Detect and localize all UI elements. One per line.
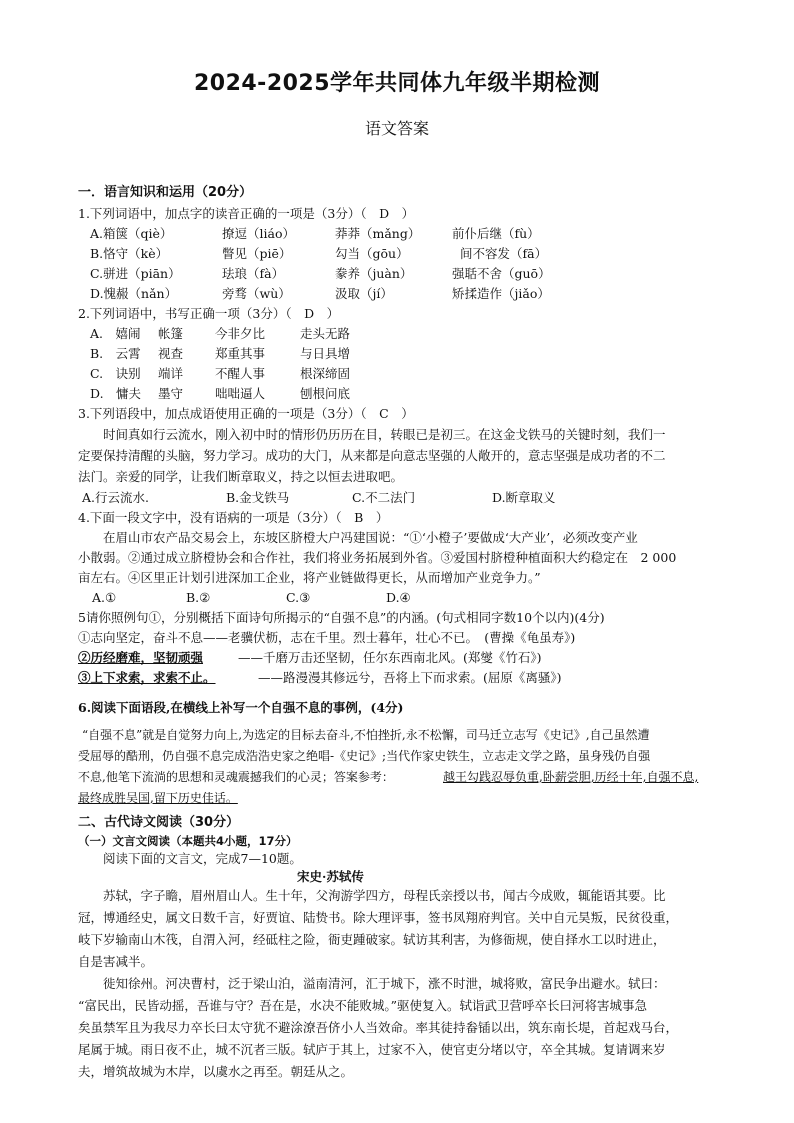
q2-row-b-col3: 郑重其事 — [215, 346, 266, 361]
q2-stem: 2.下列词语中，书写正确一项（3分）（ D ） — [78, 306, 340, 321]
q5-example-line: ①志向坚定，奋斗不息——老骥伏枥，志在千里。烈士暮年，壮心不已。 (曹操《龟虽寿》) — [78, 630, 576, 645]
q2-row-a-col3: 今非夕比 — [215, 326, 266, 341]
q4-passage-line-3: 亩左右。④区里正计划引进深加工企业，将产业链做得更长，从而增加产业竞争力。” — [78, 570, 541, 585]
q2-row-d-col3: 咄咄逼人 — [215, 386, 266, 401]
reading-instruction: 阅读下面的文言文，完成7—10题。 — [78, 851, 302, 866]
q1-row-b-col3: 勾当（gōu） — [335, 246, 409, 261]
q1-row-a-col3: 莽莽（mǎng） — [335, 226, 421, 241]
classical-para-2-line-1: 徙知徐州。河决曹村，泛于梁山泊，溢南清河，汇于城下，涨不时泄，城将败，富民争出避水。轼曰： — [78, 976, 666, 991]
q2-row-b-col4: 与日具增 — [300, 346, 351, 361]
q2-row-c-col4: 根深缔固 — [300, 366, 351, 381]
q1-row-b-col4: 间不容发（fā） — [460, 246, 548, 261]
classical-para-2-line-4: 尾属于城。雨日夜不止，城不沉者三版。轼庐于其上，过家不入，使官吏分堵以守，卒全其城。复请调来岁 — [78, 1042, 666, 1057]
q2-row-b-col2: 视查 — [158, 346, 184, 361]
q4-option-b: B.② — [186, 590, 211, 605]
q3-option-c: C.不二法门 — [352, 490, 416, 505]
q4-stem: 4.下面一段文字中，没有语病的一项是（3分）（ B ） — [78, 510, 389, 525]
section-1-heading: 一．语言知识和运用（20分） — [78, 185, 253, 200]
q1-row-a-col4: 前仆后继（fù） — [452, 226, 540, 241]
q5-answer-2: ②历经磨难，坚韧顽强 — [78, 650, 204, 665]
q2-row-c-col2: 端详 — [158, 366, 184, 381]
q5-line-3-poem: ——路漫漫其修远兮，吾将上下而求索。(屈原《离骚》) — [258, 670, 562, 685]
section-2-heading: 二、古代诗文阅读（30分） — [78, 815, 240, 830]
q3-passage-line-2: 定要保持清醒的头脑，努力学习。成功的大门，从来都是向意志坚强的人敞开的，意志坚强是成功者的不二 — [78, 448, 666, 463]
classical-para-1-line-1: 苏轼，字子瞻，眉州眉山人。生十年，父洵游学四方，母程氏亲授以书，闻古今成败，辄能语其要。比 — [78, 888, 666, 903]
q3-passage-line-1: 时间真如行云流水，刚入初中时的情形仍历历在目，转眼已是初三。在这金戈铁马的关键时刻，我们一 — [78, 427, 666, 442]
q3-passage-line-3: 法门。亲爱的同学，让我们断章取义，持之以恒去进取吧。 — [78, 469, 404, 484]
q1-row-c-col4: 强聒不舍（guō） — [452, 266, 551, 281]
q1-row-b-col2: 瞥见（piē） — [222, 246, 292, 261]
q1-row-c-col3: 豢养（juàn） — [335, 266, 413, 281]
q3-option-d: D.断章取义 — [492, 490, 556, 505]
q4-option-d: D.④ — [386, 590, 411, 605]
q1-row-b-col1: B.恪守（kè） — [90, 246, 169, 261]
q6-passage-line-1: “自强不息”就是自觉努力向上,为选定的目标去奋斗,不怕挫折,永不松懈，司马迁立志写《史记》,自己虽然遭 — [82, 728, 650, 742]
q6-passage-line-3: 不息,他笔下流淌的思想和灵魂震撼我们的心灵；答案参考： — [78, 770, 394, 784]
classical-para-2-line-2: “富民出，民皆动摇，吾谁与守？吾在是，水决不能败城。”驱使复入。轼诣武卫营呼卒长曰河将害城事急 — [78, 998, 648, 1013]
q2-row-a-col2: 帐篷 — [158, 326, 184, 341]
page-subtitle: 语文答案 — [364, 119, 429, 138]
q4-passage-line-1: 在眉山市农产品交易会上，东坡区脐橙大户冯建国说：“①‘小橙子’要做成‘大产业’，必须改变产业 — [78, 530, 638, 545]
q6-answer-part-2: 最终成胜吴国,留下历史佳话。 — [78, 791, 238, 805]
classical-para-2-line-3: 矣虽禁军且为我尽力卒长曰太守犹不避涂潦吾侪小人当效命。率其徒持畚锸以出，筑东南长堤，首起戏马台， — [78, 1020, 679, 1035]
q2-row-a-col4: 走头无路 — [300, 326, 351, 341]
q1-row-d-col2: 旁骛（wù） — [222, 286, 291, 301]
q2-row-d-col1: D. 慵夫 — [90, 386, 142, 401]
q3-option-b: B.金戈铁马 — [226, 490, 290, 505]
q1-row-a-col1: A.箱箧（qiè） — [90, 226, 173, 241]
q5-answer-3: ③上下求索，求索不止。 — [78, 670, 216, 685]
q1-row-c-col1: C.骈进（piān） — [90, 266, 181, 281]
q1-row-d-col3: 汲取（jí） — [335, 286, 393, 301]
classical-para-1-line-2: 冠，博通经史，属文日数千言，好贾谊、陆贽书。除大理评事，签书凤翔府判官。关中自元昊叛，民贫役重， — [78, 910, 679, 925]
section-2-subheading: （一）文言文阅读（本题共4小题，17分） — [78, 834, 298, 848]
page-title: 2024-2025学年共同体九年级半期检测 — [193, 71, 601, 96]
q2-row-b-col1: B. 云霄 — [90, 346, 141, 361]
classical-para-2-line-5: 夫，增筑故城为木岸，以虞水之再至。朝廷从之。 — [78, 1064, 354, 1079]
q2-row-d-col2: 墨守 — [158, 386, 184, 401]
q4-option-a: A.① — [92, 590, 117, 605]
q6-answer-part-1: 越王勾践忍辱负重,卧薪尝胆,历经十年,自强不息, — [443, 770, 699, 784]
q1-stem: 1.下列词语中，加点字的读音正确的一项是（3分）（ D ） — [78, 206, 415, 221]
q2-row-c-col1: C. 诀别 — [90, 366, 141, 381]
q6-stem: 6.阅读下面语段,在横线上补写一个自强不息的事例，(4分) — [78, 700, 404, 715]
q5-line-2-poem: ——千磨万击还坚韧，任尔东西南北风。(郑燮《竹石》) — [238, 650, 542, 665]
q1-row-d-col4: 矫揉造作（jiǎo） — [452, 286, 550, 301]
q2-row-d-col4: 刨根问底 — [300, 386, 351, 401]
q2-row-c-col3: 不醒人事 — [215, 366, 266, 381]
q3-stem: 3.下列语段中，加点成语使用正确的一项是（3分）（ C ） — [78, 406, 414, 421]
q2-row-a-col1: A. 嬉闹 — [90, 326, 141, 341]
classical-text-title: 宋史·苏轼传 — [297, 869, 364, 884]
classical-para-1-line-3: 岐下岁输南山木筏，自渭入河，经砥柱之险，衙吏踵破家。轼访其利害，为修衙规，使自择水工以时进止， — [78, 932, 666, 947]
q1-row-a-col2: 撩逗（liáo） — [222, 226, 295, 241]
q1-row-d-col1: D.愧赧（nǎn） — [90, 286, 178, 301]
q5-stem: 5请你照例句①，分别概括下面诗句所揭示的“自强不息”的内涵。(句式相同字数10个以内)(4分) — [78, 610, 605, 625]
q4-passage-line-2: 小散弱。②通过成立脐橙协会和合作社，我们将业务拓展到外省。③爱国村脐橙种植面积大约稳定在 2 000 — [78, 550, 677, 565]
classical-para-1-line-4: 自是害减半。 — [78, 954, 154, 969]
q6-passage-line-2: 受屈辱的酷刑，仍自强不息完成浩浩史家之绝唱-《史记》;当代作家史铁生，立志走文学之路，虽身残仍自强 — [78, 749, 651, 763]
q4-option-c: C.③ — [286, 590, 311, 605]
q3-option-a: A.行云流水. — [82, 490, 149, 505]
q1-row-c-col2: 珐琅（fà） — [222, 266, 285, 281]
